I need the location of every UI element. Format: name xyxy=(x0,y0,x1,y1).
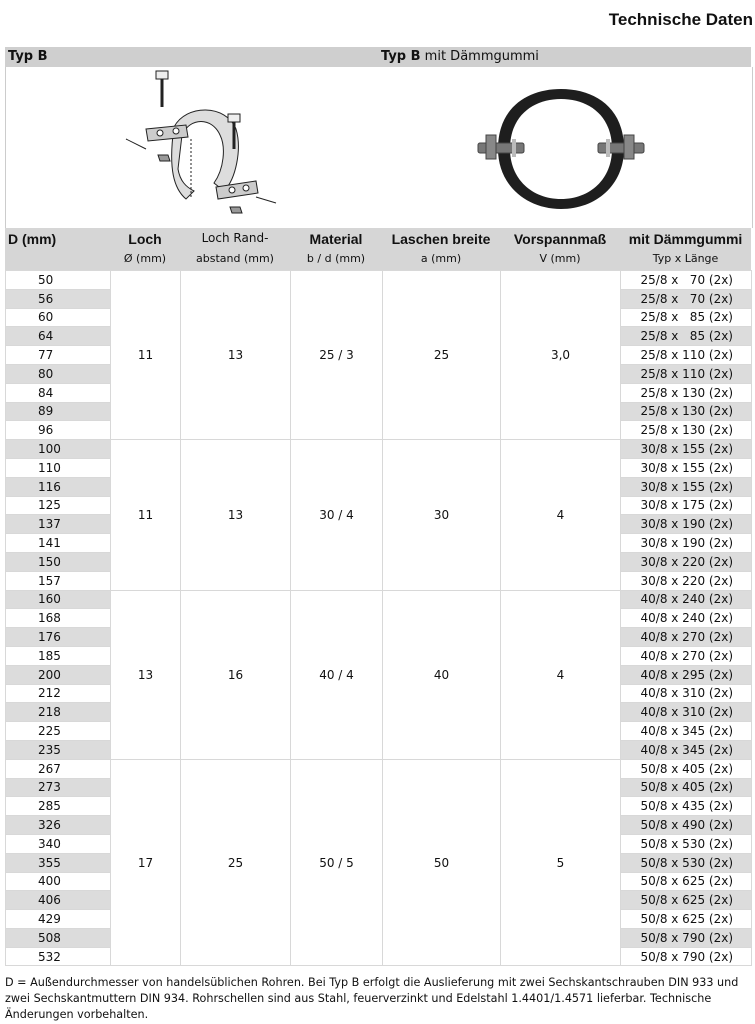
header-loch: Loch xyxy=(128,231,162,247)
rand-cell: 13 xyxy=(181,440,291,590)
diameter-cell: 340 xyxy=(6,834,111,853)
diameter-cell: 326 xyxy=(6,816,111,835)
diameter-cell: 267 xyxy=(6,759,111,778)
header-rand-sub: abstand (mm) xyxy=(196,252,274,265)
vorspann-cell: 4 xyxy=(501,590,621,759)
diameter-cell: 100 xyxy=(6,440,111,459)
daemmgummi-cell: 40/8 x 345 (2x) xyxy=(621,740,752,759)
laschen-cell: 30 xyxy=(383,440,501,590)
header-vorspann: Vorspannmaß xyxy=(513,231,607,247)
diameter-cell: 355 xyxy=(6,853,111,872)
daemmgummi-cell: 50/8 x 435 (2x) xyxy=(621,797,752,816)
diameter-cell: 160 xyxy=(6,590,111,609)
laschen-cell: 25 xyxy=(383,271,501,440)
daemmgummi-cell: 50/8 x 625 (2x) xyxy=(621,872,752,891)
daemmgummi-cell: 50/8 x 625 (2x) xyxy=(621,910,752,929)
diameter-cell: 60 xyxy=(6,308,111,327)
rand-cell: 13 xyxy=(181,271,291,440)
daemmgummi-cell: 40/8 x 310 (2x) xyxy=(621,703,752,722)
diameter-cell: 176 xyxy=(6,628,111,647)
daemmgummi-cell: 30/8 x 190 (2x) xyxy=(621,515,752,534)
diameter-cell: 77 xyxy=(6,346,111,365)
material-cell: 40 / 4 xyxy=(291,590,383,759)
material-cell: 50 / 5 xyxy=(291,759,383,966)
daemmgummi-cell: 25/8 x 110 (2x) xyxy=(621,346,752,365)
daemmgummi-cell: 25/8 x 110 (2x) xyxy=(621,364,752,383)
diameter-cell: 285 xyxy=(6,797,111,816)
diameter-cell: 212 xyxy=(6,684,111,703)
loch-cell: 13 xyxy=(111,590,181,759)
header-d: D (mm) xyxy=(8,231,57,247)
diameter-cell: 157 xyxy=(6,571,111,590)
daemmgummi-cell: 25/8 x 130 (2x) xyxy=(621,383,752,402)
diameter-cell: 64 xyxy=(6,327,111,346)
type-b-label: Typ B xyxy=(8,49,48,64)
daemmgummi-cell: 30/8 x 175 (2x) xyxy=(621,496,752,515)
vorspann-cell: 4 xyxy=(501,440,621,590)
daemmgummi-cell: 25/8 x 85 (2x) xyxy=(621,327,752,346)
loch-cell: 11 xyxy=(111,440,181,590)
daemmgummi-cell: 25/8 x 85 (2x) xyxy=(621,308,752,327)
daemmgummi-cell: 30/8 x 155 (2x) xyxy=(621,458,752,477)
diameter-cell: 168 xyxy=(6,609,111,628)
diameter-cell: 141 xyxy=(6,534,111,553)
diameter-cell: 406 xyxy=(6,891,111,910)
diameter-cell: 508 xyxy=(6,928,111,947)
daemmgummi-cell: 25/8 x 70 (2x) xyxy=(621,289,752,308)
laschen-cell: 50 xyxy=(383,759,501,966)
header-vorspann-sub: V (mm) xyxy=(539,252,581,265)
daemmgummi-cell: 50/8 x 530 (2x) xyxy=(621,834,752,853)
rand-cell: 25 xyxy=(181,759,291,966)
diameter-cell: 532 xyxy=(6,947,111,966)
daemmgummi-cell: 30/8 x 155 (2x) xyxy=(621,440,752,459)
footnote: D = Außendurchmesser von handelsüblichen Rohren. Bei Typ B erfolgt die Auslieferung mit zwei Sechskantschrauben DIN 933 und zwei Sechskantmuttern DIN 934. Rohrschellen sind aus Stahl, feuerverzinkt und Edelstahl 1.4401/1.4571 lieferbar. Technische Änderungen vorbehalten. xyxy=(5,976,739,1021)
diameter-cell: 429 xyxy=(6,910,111,929)
table-row xyxy=(6,759,752,778)
table-header xyxy=(5,228,751,270)
daemmgummi-cell: 25/8 x 130 (2x) xyxy=(621,421,752,440)
material-cell: 30 / 4 xyxy=(291,440,383,590)
table-row xyxy=(6,271,752,290)
diameter-cell: 185 xyxy=(6,646,111,665)
daemmgummi-cell: 25/8 x 70 (2x) xyxy=(621,271,752,290)
diameter-cell: 235 xyxy=(6,740,111,759)
daemmgummi-cell: 40/8 x 345 (2x) xyxy=(621,722,752,741)
header-material-sub: b / d (mm) xyxy=(306,252,366,265)
daemmgummi-cell: 30/8 x 155 (2x) xyxy=(621,477,752,496)
type-b-technical-drawing xyxy=(116,69,286,219)
diameter-cell: 150 xyxy=(6,552,111,571)
daemmgummi-cell: 40/8 x 270 (2x) xyxy=(621,646,752,665)
header-daemm: mit Dämmgummi xyxy=(628,231,743,247)
header-laschen-sub: a (mm) xyxy=(420,252,462,265)
daemmgummi-cell: 50/8 x 490 (2x) xyxy=(621,816,752,835)
header-loch-sub: Ø (mm) xyxy=(123,252,167,265)
data-table xyxy=(5,270,752,966)
page-title: Technische Daten xyxy=(608,10,753,29)
vorspann-cell: 5 xyxy=(501,759,621,966)
diameter-cell: 80 xyxy=(6,364,111,383)
daemmgummi-cell: 50/8 x 405 (2x) xyxy=(621,778,752,797)
daemmgummi-cell: 40/8 x 240 (2x) xyxy=(621,609,752,628)
diameter-cell: 273 xyxy=(6,778,111,797)
daemmgummi-cell: 50/8 x 625 (2x) xyxy=(621,891,752,910)
diameter-cell: 50 xyxy=(6,271,111,290)
loch-cell: 17 xyxy=(111,759,181,966)
type-bar xyxy=(5,47,751,67)
material-cell: 25 / 3 xyxy=(291,271,383,440)
daemmgummi-cell: 40/8 x 295 (2x) xyxy=(621,665,752,684)
diameter-cell: 116 xyxy=(6,477,111,496)
daemmgummi-cell: 30/8 x 220 (2x) xyxy=(621,552,752,571)
daemmgummi-cell: 50/8 x 530 (2x) xyxy=(621,853,752,872)
diameter-cell: 56 xyxy=(6,289,111,308)
diameter-cell: 137 xyxy=(6,515,111,534)
loch-cell: 11 xyxy=(111,271,181,440)
laschen-cell: 40 xyxy=(383,590,501,759)
diameter-cell: 89 xyxy=(6,402,111,421)
daemmgummi-cell: 40/8 x 270 (2x) xyxy=(621,628,752,647)
diameter-cell: 110 xyxy=(6,458,111,477)
daemmgummi-cell: 50/8 x 790 (2x) xyxy=(621,947,752,966)
type-b-daemm-label: Typ B mit Dämmgummi xyxy=(381,49,539,64)
daemmgummi-cell: 30/8 x 220 (2x) xyxy=(621,571,752,590)
header-laschen: Laschen breite xyxy=(391,231,491,247)
header-material: Material xyxy=(309,231,363,247)
type-b-daemmgummi-photo xyxy=(476,85,646,215)
product-images xyxy=(5,67,753,228)
daemmgummi-cell: 30/8 x 190 (2x) xyxy=(621,534,752,553)
rand-cell: 16 xyxy=(181,590,291,759)
diameter-cell: 96 xyxy=(6,421,111,440)
table-row xyxy=(6,590,752,609)
header-daemm-sub: Typ x Länge xyxy=(652,252,719,265)
table-row xyxy=(6,440,752,459)
daemmgummi-cell: 25/8 x 130 (2x) xyxy=(621,402,752,421)
daemmgummi-cell: 50/8 x 405 (2x) xyxy=(621,759,752,778)
diameter-cell: 400 xyxy=(6,872,111,891)
diameter-cell: 200 xyxy=(6,665,111,684)
daemmgummi-cell: 40/8 x 310 (2x) xyxy=(621,684,752,703)
diameter-cell: 225 xyxy=(6,722,111,741)
diameter-cell: 125 xyxy=(6,496,111,515)
diameter-cell: 84 xyxy=(6,383,111,402)
diameter-cell: 218 xyxy=(6,703,111,722)
vorspann-cell: 3,0 xyxy=(501,271,621,440)
daemmgummi-cell: 40/8 x 240 (2x) xyxy=(621,590,752,609)
daemmgummi-cell: 50/8 x 790 (2x) xyxy=(621,928,752,947)
header-rand: Loch Rand- xyxy=(201,231,269,245)
